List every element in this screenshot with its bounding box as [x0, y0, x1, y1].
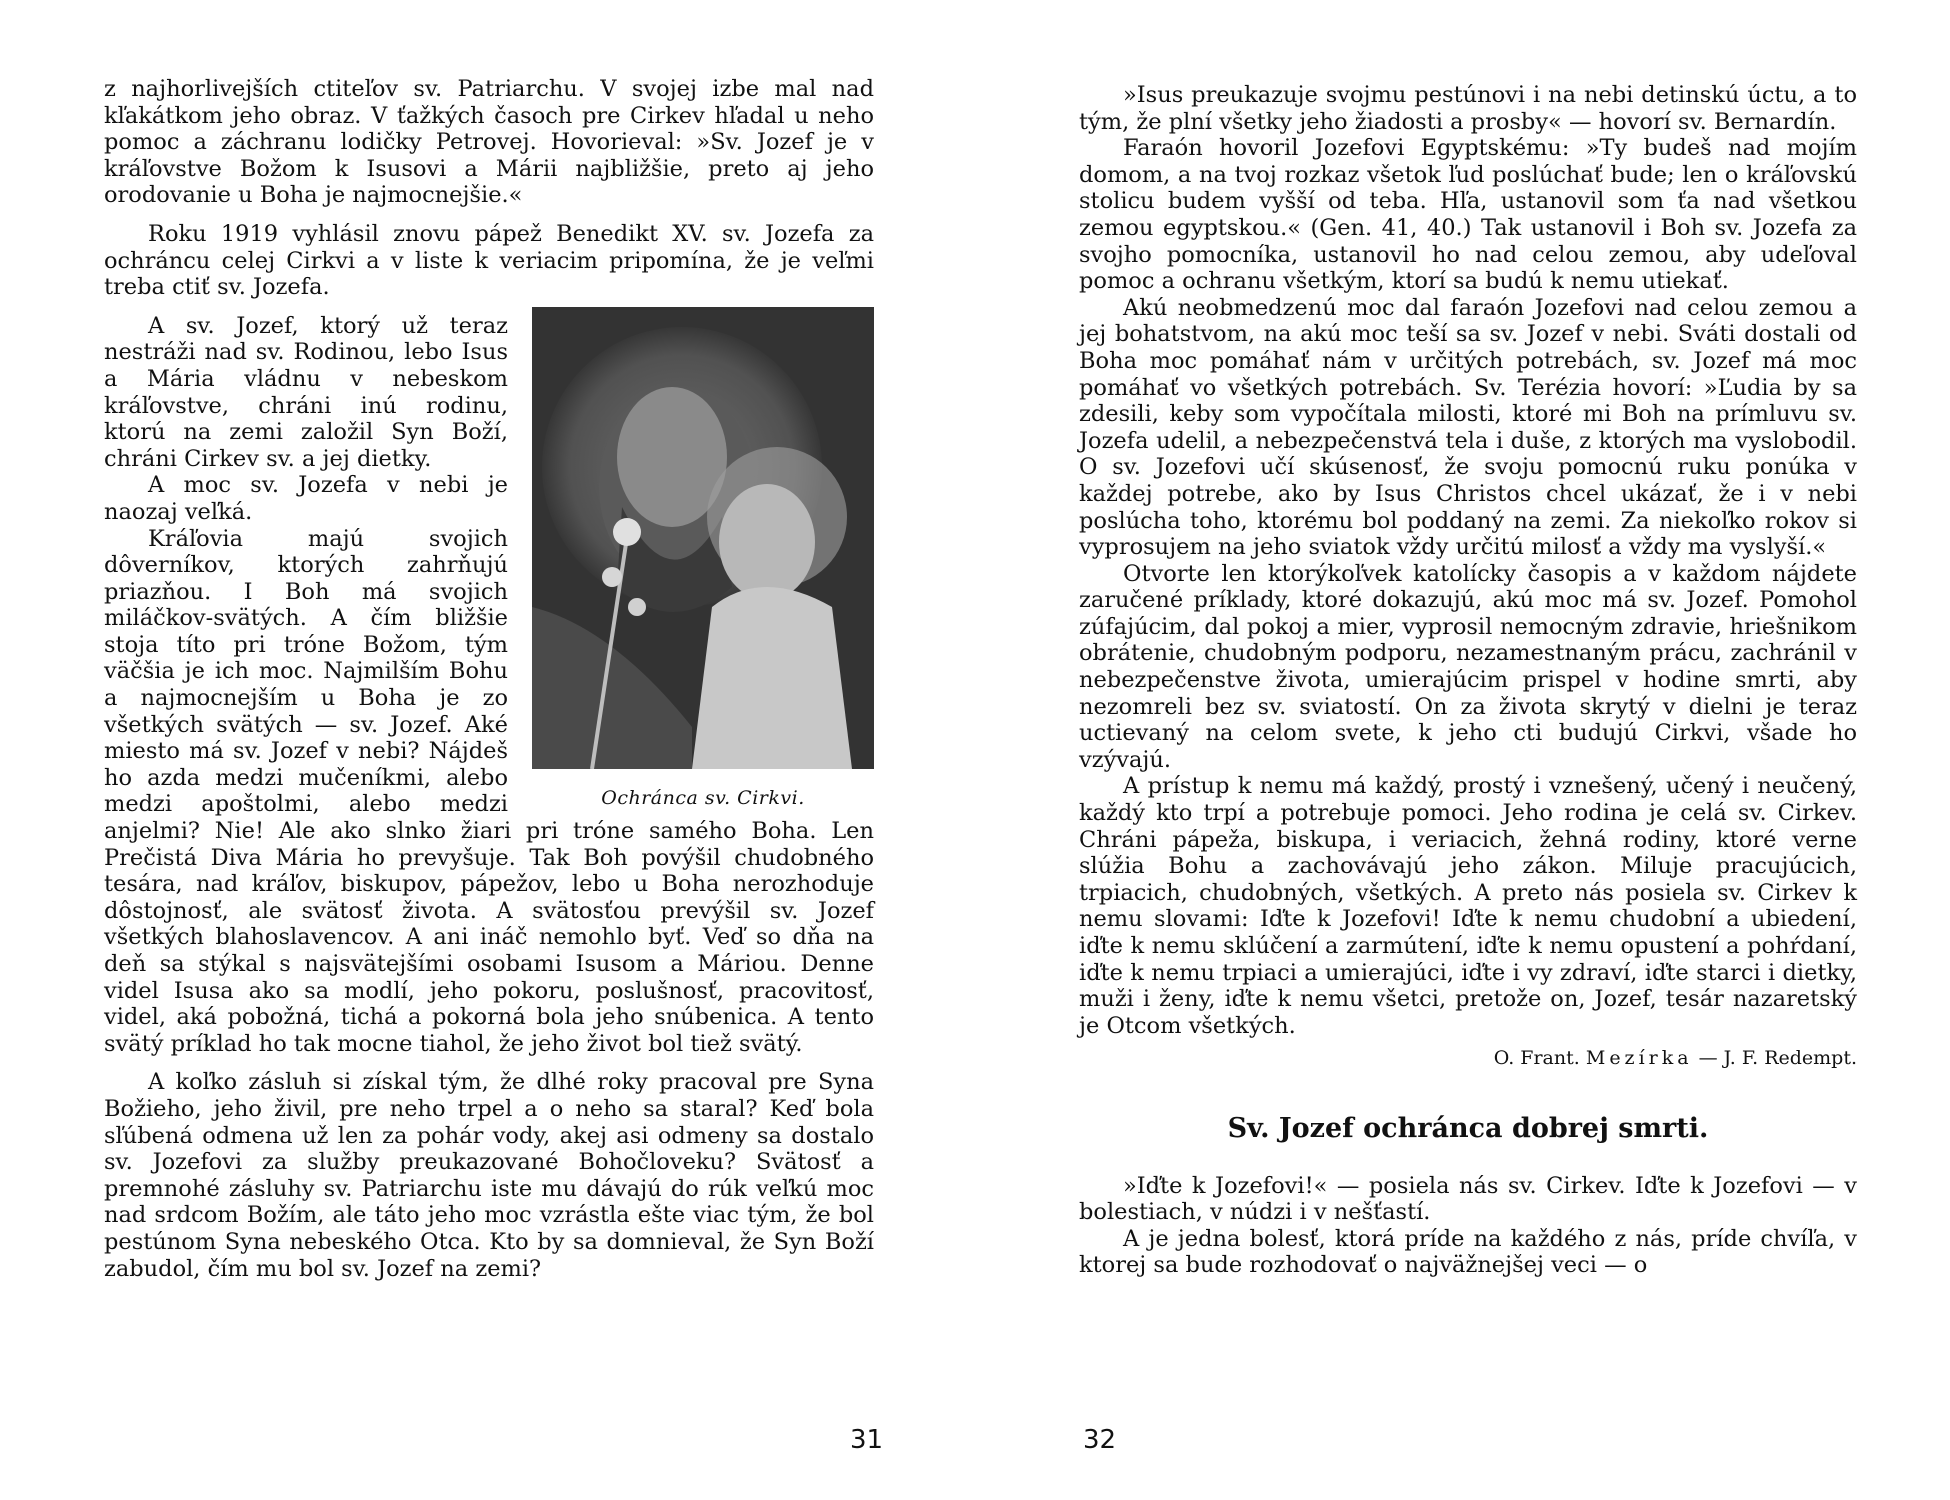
paragraph: Otvorte len ktorýkoľvek katolícky časopis a v každom nájdete zaručené príklady, ktoré dokazujú, akú moc má sv. Jozef. Pomohol zúfajúcim, dal pokoj a mier, vyprosil nemocným zdravie, hriešnikom obrátenie, chudobným podporu, nezamestnaným prácu, zachránil v nebezpečenstve života, umierajúcim prispel v hodine smrti, aby nezomreli bez sv. sviatostí. On za života skrytý v dielni je teraz uctievaný na celom svete, k jeho cti budujú Cirkvi, všade ho vzývajú.	[1079, 560, 1857, 773]
signature-name: Mezírka	[1585, 1047, 1693, 1070]
paragraph: A koľko zásluh si získal tým, že dlhé roky pracoval pre Syna Božieho, jeho živil, pre neho trpel a o neho sa staral? Keď bola sľúbená odmena už len za pohár vody, akej asi odmeny sa dostalo sv. Jozefovi za služby preukazované Bohočloveku? Svätosť a premnohé zásluhy sv. Patriarchu iste mu dávajú do rúk veľkú moc nad srdcom Božím, ale táto jeho moc vzrástla ešte viac tým, že bol pestúnom Syna nebeského Otca. Kto by sa domnieval, že Syn Boží zabudol, čím mu bol sv. Jozef na zemi?	[104, 1069, 874, 1282]
paragraph: z najhorlivejších ctiteľov sv. Patriarchu. V svojej izbe mal nad kľakátkom jeho obraz. V ťažkých časoch pre Cirkev hľadal u neho pomoc a záchranu lodičky Petrovej. Hovorieval: »Sv. Jozef je v kráľovstve Božom k Isusovi a Márii najbližšie, preto aj jeho orodovanie u Boha je najmocnejšie.«	[104, 76, 874, 209]
right-page	[975, 0, 1950, 1500]
page-number: 32	[1083, 1425, 1117, 1455]
paragraph: »Iďte k Jozefovi!« — posiela nás sv. Cirkev. Iďte k Jozefovi — v bolestiach, v núdzi i v nešťastí.	[1079, 1172, 1857, 1226]
paragraph: Roku 1919 vyhlásil znovu pápež Benedikt XV. sv. Jozefa za ochráncu celej Cirkvi a v liste k veriacim pripomína, že je veľmi treba ctiť sv. Jozefa.	[104, 220, 874, 301]
page-number: 31	[850, 1425, 884, 1455]
paragraph: Kráľovia majú svojich dôverníkov, ktorých zahrňujú priazňou. I Boh má svojich miláčkov-svätých. A čím bližšie stoja títo pri tróne Božom, tým väčšia je ich moc. Najmilším Bohu a najmocnejším u Boha je zo všetkých svätých — sv. Jozef. Aké miesto má sv. Jozef v nebi? Nájdeš ho azda medzi mučeníkmi, alebo medzi apoštolmi, alebo medzi anjelmi? Nie! Ale ako slnko žiari pri tróne samého Boha. Len Prečistá Diva Mária ho prevyšuje. Tak Boh povýšil chudobného tesára, nad kráľov, biskupov, pápežov, lebo u Boha nerozhoduje dôstojnosť, ale svätosť života. A svätosťou prevýšil sv. Jozef všetkých blahoslavencov. A ani ináč nemohlo byť. Veď so dňa na deň sa stýkal s najsvätejšími osobami Isusom a Máriou. Denne videl Isusa ako sa modlí, jeho pokoru, poslušnosť, pracovitosť, videl, aká pobožná, tichá a pokorná bola jeho snúbenica. A tento svätý príklad ho tak mocne tiahol, že jeho život bol tiež svätý.	[104, 525, 874, 1057]
signature	[1079, 1045, 1857, 1072]
paragraph: A je jedna bolesť, ktorá príde na každého z nás, príde chvíľa, v ktorej sa bude rozhodovať o najväžnejšej veci — o	[1079, 1225, 1857, 1279]
paragraph: A prístup k nemu má každý, prostý i vznešený, učený i neučený, každý kto trpí a potrebuje pomoci. Jeho rodina je celá sv. Cirkev. Chráni pápeža, biskupa, i veriacich, žehná rodiny, ktoré verne slúžia Bohu a zachovávajú jeho zákon. Miluje pracujúcich, trpiacich, chudobných, všetkých. A preto nás posiela sv. Cirkev k nemu slovami: Iďte k Jozefovi! Iďte k nemu chudobní a ubiedení, iďte k nemu sklúčení a zarmútení, iďte k nemu opustení a pohŕdaní, iďte k nemu trpiaci a umierajúci, iďte i vy zdraví, iďte starci i dietky, muži i ženy, iďte k nemu všetci, pretože on, Jozef, tesár nazaretský je Otcom všetkých.	[1079, 773, 1857, 1039]
saint-joseph-with-child-image	[532, 307, 874, 769]
paragraph: »Isus preukazuje svojmu pestúnovi i na nebi detinskú úctu, a to tým, že plní všetky jeho žiadosti a prosby« — hovorí sv. Bernardín.	[1079, 82, 1857, 135]
left-text-column	[104, 76, 874, 1282]
signature-prefix: O. Frant.	[1493, 1047, 1580, 1070]
right-text-column	[1079, 82, 1857, 1279]
paragraph: Akú neobmedzenú moc dal faraón Jozefovi nad celou zemou a jej bohatstvom, na akú moc teší sa sv. Jozef v nebi. Sváti dostali od Boha moc pomáhať nám v určitých potrebách, sv. Jozef má moc pomáhať vo všetkých potrebách. Sv. Terézia hovorí: »Ľudia by sa zdesili, keby som vypočítala milosti, ktoré mi Boh na prímluvu sv. Jozefa udelil, a nebezpečenstvá tela i duše, z ktorých ma vyslobodil. O sv. Jozefovi učí skúsenosť, že svoju pomocnú ruku ponúka v každej potrebe, ako by Isus Christos chcel ukázať, že i v nebi poslúcha toho, ktorému bol poddaný na zemi. Za niekoľko rokov si vyprosujem na jeho sviatok vždy určitú milosť a vždy ma vyslyší.«	[1079, 294, 1857, 561]
figure-caption: Ochránca sv. Cirkvi.	[601, 786, 805, 809]
paragraph: A sv. Jozef, ktorý už teraz nestráži nad sv. Rodinou, lebo Isus a Mária vládnu v nebeskom kráľovstve, chráni inú rodinu, ktorú na zemi založil Syn Boží, chráni Cirkev sv. a jej dietky.	[104, 312, 508, 472]
paragraph: Faraón hovoril Jozefovi Egyptskému: »Ty budeš nad mojím domom, a na tvoj rozkaz všetok ľud poslúchať bude; len o kráľovskú stolicu budem vyšší od teba. Hľa, ustanovil som ťa nad všetkou zemou egyptskou.« (Gen. 41, 40.) Tak ustanovil i Boh sv. Jozefa za svojho pomocníka, ustanovil ho nad celou zemou, aby udeľoval pomoc a ochranu všetkým, ktorí sa budú k nemu utiekať.	[1079, 135, 1857, 295]
signature-suffix: — J. F. Redempt.	[1698, 1047, 1857, 1070]
figure	[532, 307, 874, 812]
section-heading: Sv. Jozef ochránca dobrej smrti.	[1227, 1112, 1709, 1144]
paragraph: A moc sv. Jozefa v nebi je naozaj veľká.	[104, 472, 508, 525]
